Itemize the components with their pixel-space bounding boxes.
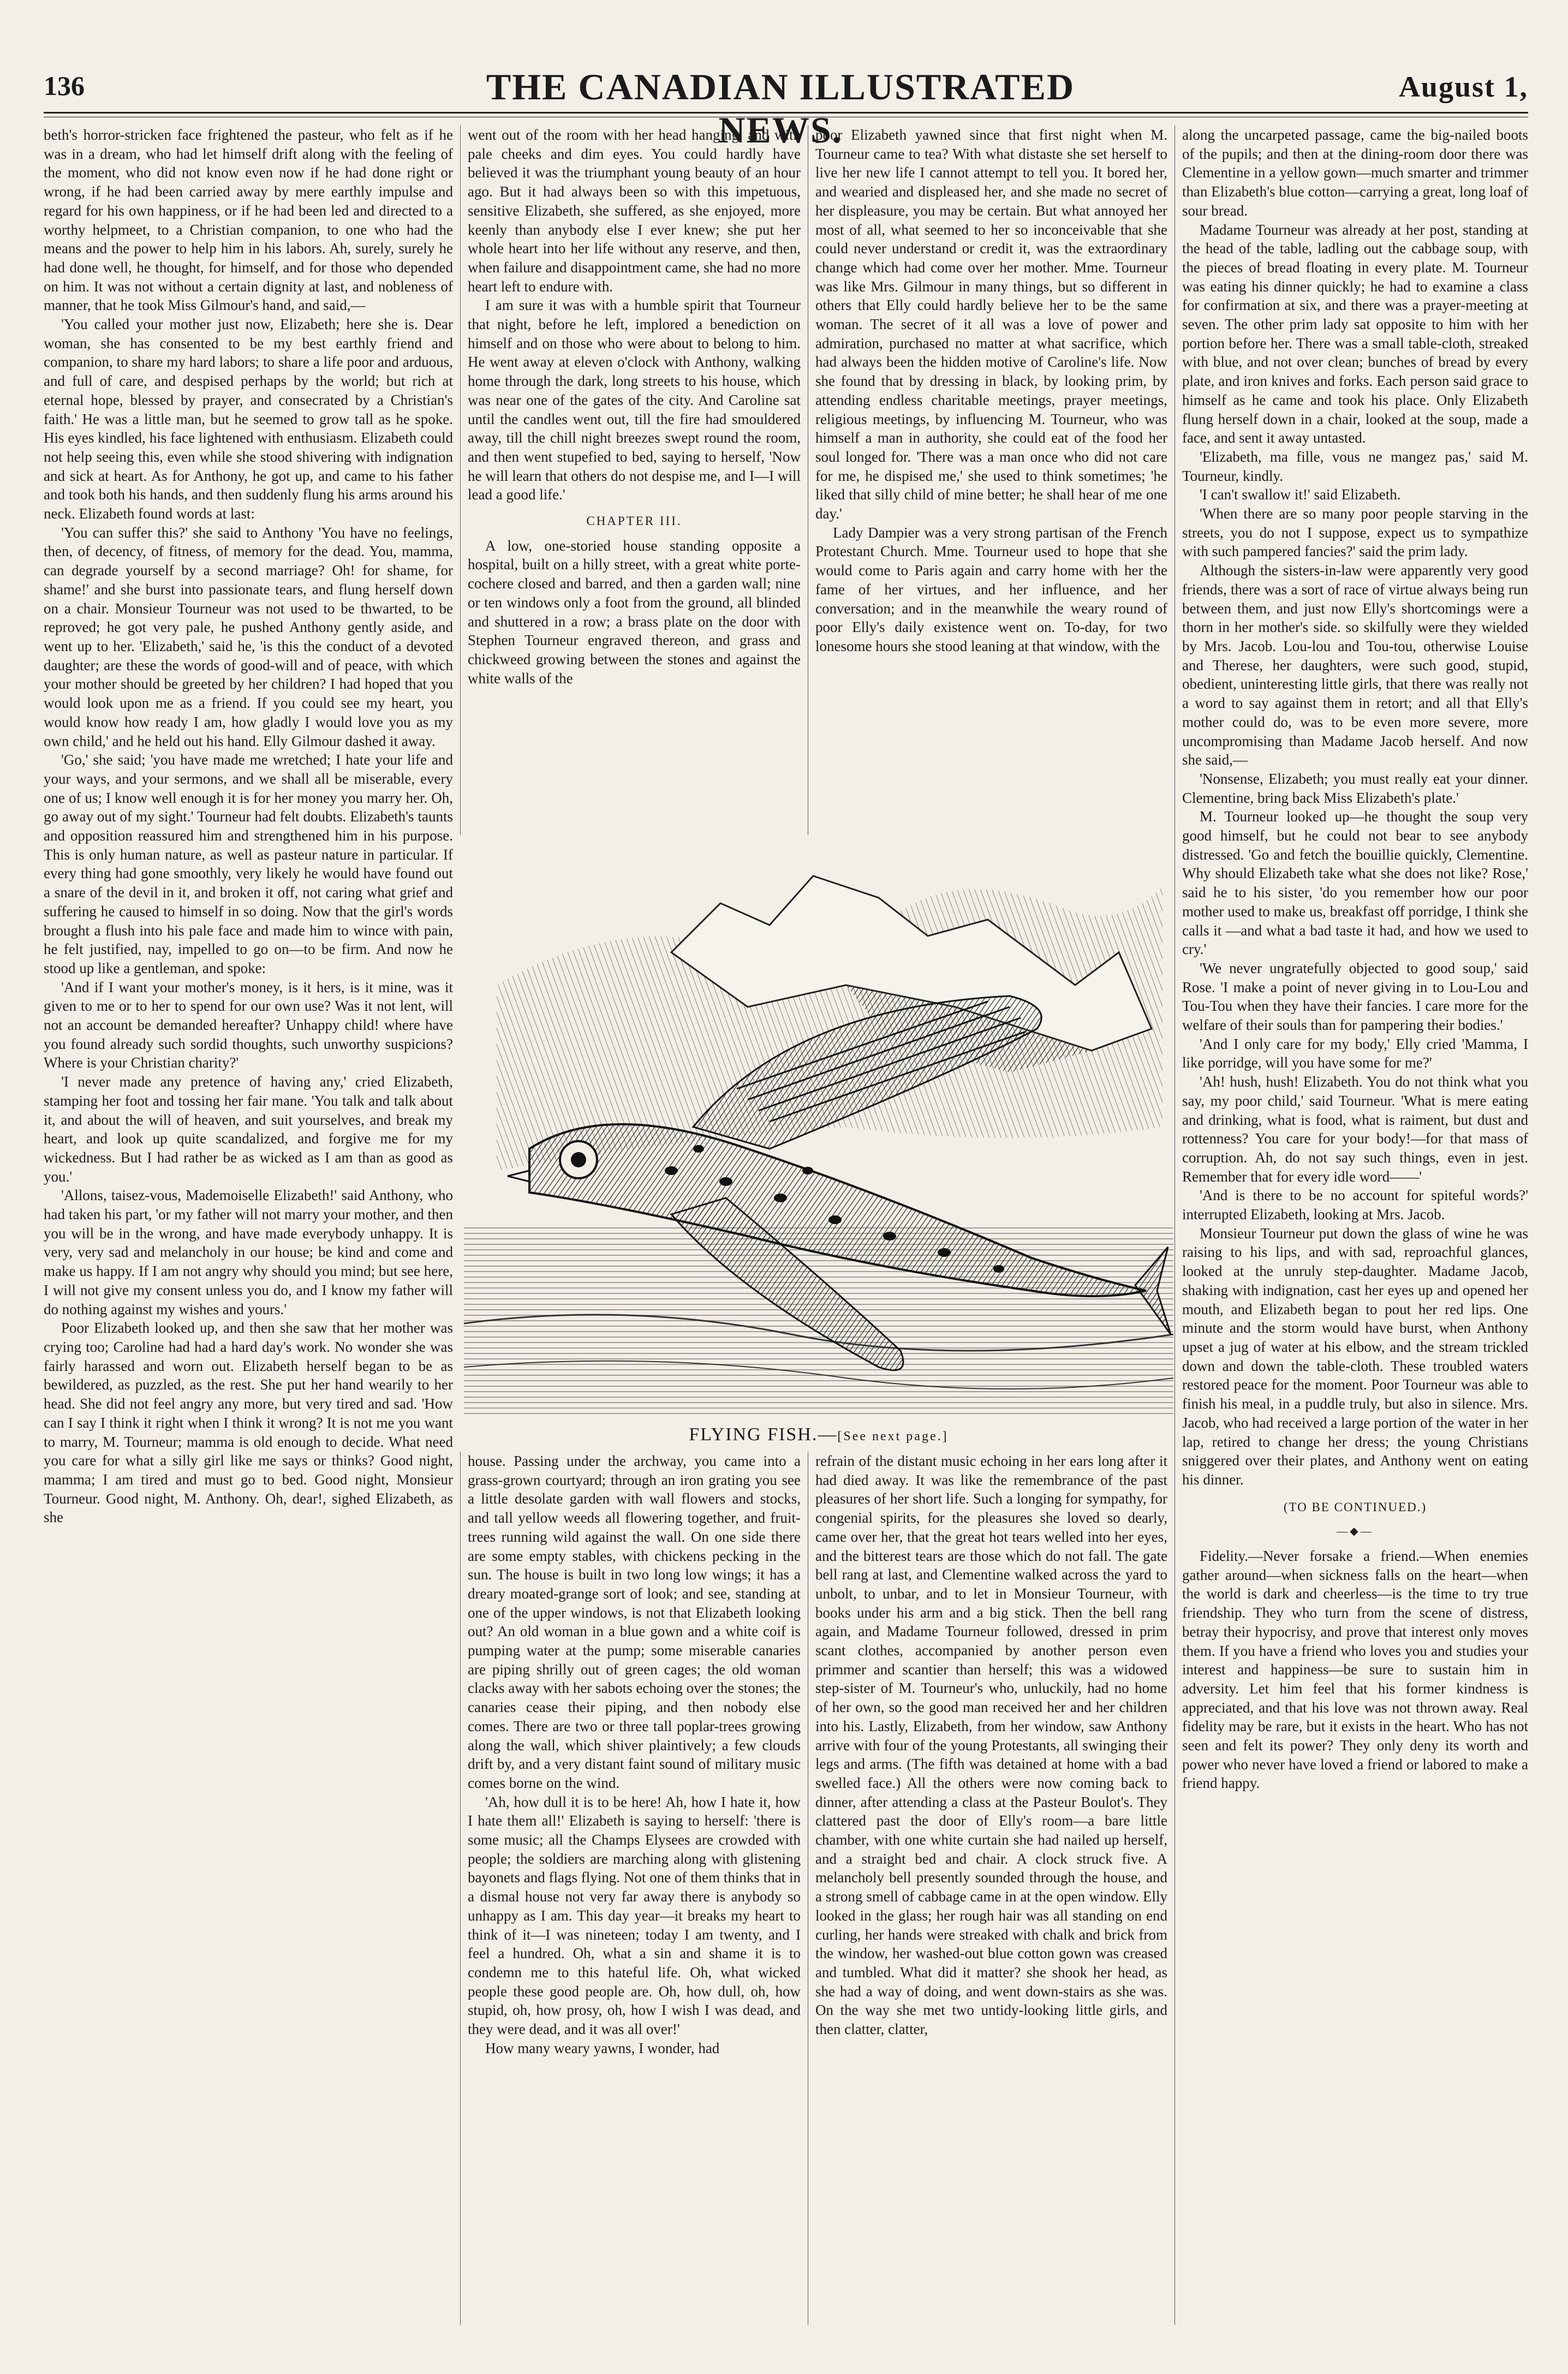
paragraph: 'Ah, how dull it is to be here! Ah, how I hate it, how I hate them all!' Elizabeth is saying to herself: 'there is some music; all the Champs Elysees are crowded with people; the soldiers are marching along with glistening bayonets and flags flying. Not one of them thinks that in a dismal house not very far away there is anybody so unhappy as I am. This day year—it breaks my heart to think of it—I was nineteen; today I am twenty, and I feel a hundred. Oh, what a sin and shame it is to condemn me to this hateful life. Oh, what wicked people these good people are. Oh, how dull, oh, how stupid, oh, how prosy, oh, how I wish I was dead, and they were dead, and it was all over!' [468, 1793, 801, 2038]
paragraph: Lady Dampier was a very strong partisan of the French Protestant Church. Mme. Tourneur used to hope that she would come to Paris again and carry home with her the fame of her virtues, and her influence, and her conversation; and in the meanwhile the weary round of poor Elly's daily existence went on. To-day, for two lonesome hours she stood leaning at that window, with the [815, 524, 1167, 654]
page-header [44, 65, 1528, 151]
paragraph: 'I can't swallow it!' said Elizabeth. [1200, 486, 1401, 503]
illustration-caption [464, 1424, 1173, 1445]
paragraph: Madame Tourneur was already at her post, standing at the head of the table, ladling out the cabbage soup, with the pieces of bread floating in every plate. M. Tourneur was eating his dinner quickly; he had to examine a class for confirmation at six, and there was a prayer-meeting at seven. The other prim lady sat opposite to him with her portion before her. There was a small table-cloth, streaked with blue, and not over clean; bunches of bread by every plate, and iron knives and forks. Each person said grace to himself as he came and took his place. Only Elizabeth flung herself down in a chair, looked at the soup, made a face, and sent it away untasted. [1182, 221, 1528, 446]
paragraph: 'Elizabeth, ma fille, vous ne mangez pas,' said M. Tourneur, kindly. [1182, 448, 1528, 484]
paragraph: 'You can suffer this?' she said to Anthony 'You have no feelings, then, of decency, of fitness, of memory for the dead. You, mamma, can degrade yourself by a second marriage? Oh! for shame, for shame!' and she burst into passionate tears, and flung herself down on a chair. Monsieur Tourneur was not used to be thwarted, to be reproved; he got very pale, he pushed Anthony gently aside, and went up to her. 'Elizabeth,' said he, 'is this the conduct of a devoted daughter; are these the words of good-will and of peace, with which your mother should be greeted by her children? I had hoped that you would look upon me as a friend. If you could see my heart, you would know how ready I am, how gladly I would love you as my own child,' and he held out his hand. Elly Gilmour dashed it away. [44, 524, 453, 749]
paragraph: poor Elizabeth yawned since that first night when M. Tourneur came to tea? With what distaste she set herself to live her new life I cannot attempt to tell you. It bored her, and wearied and displeased her, and she made no secret of her displeasure, you may be certain. But what annoyed her most of all, what seemed to her so inconceivable that she could never understand or credit it, was the extraordinary change which had come over her mother. Mme. Tourneur was like Mrs. Gilmour in many things, but so different in others that Elly could hardly believe her to be the same woman. The secret of it all was a love of power and admiration, purchased no matter at what sacrifice, which had always been the hidden motive of Caroline's life. Now she found that by dressing in black, by looking prim, by attending endless charitable meetings, prayer meetings, religious meetings, by influencing M. Tourneur, who was himself a man in authority, she could eat of the food her soul longed for. 'There was a man once who did not care for me, he dispised me,' she used to think sometimes; 'he liked that silly child of mine better; he shall hear of me one day.' [815, 127, 1167, 522]
masthead-title: THE CANADIAN ILLUSTRATED NEWS. [486, 66, 1075, 151]
page-number: 136 [44, 70, 85, 101]
to-be-continued: (TO BE CONTINUED.) [1283, 1500, 1427, 1514]
paragraph: 'Nonsense, Elizabeth; you must really eat your dinner. Clementine, bring back Miss Elizabeth's plate.' [1182, 770, 1528, 806]
paragraph: M. Tourneur looked up—he thought the soup very good himself, but he could not bear to see anybody distressed. 'Go and fetch the bouillie quickly, Clementine. Why should Elizabeth take what she does not like? Rose,' said he to his sister, 'do you remember how our poor mother used to make us, breakfast off porridge, I think she calls it —and what a bad taste it had, and how we used to cry.' [1182, 808, 1528, 958]
column-rule [460, 1452, 461, 2325]
paragraph: How many weary yawns, I wonder, had [485, 2039, 720, 2056]
paragraph: 'When there are so many poor people starving in the streets, you do not I suppose, expect us to sympathize with such pampered fancies?' said the prim lady. [1182, 505, 1528, 560]
fidelity-paragraph: Fidelity.—Never forsake a friend.—When enemies gather around—when sickness falls on the heart—when the world is dark and cheerless—is the time to try true friendship. They who turn from the scene of distress, betray their hypocrisy, and prove that interest only moves them. If you have a friend who loves you and studies your interest and happiness—be sure to sustain him in adversity. Let him feel that his former kindness is appreciated, and that his love was not thrown away. Real fidelity may be rare, but it exists in the heart. Who has not seen and felt its power? They only deny its worth and power who never have loved a friend or labored to make a friend happy. [1182, 1548, 1528, 1792]
article-column-2-bottom [468, 1452, 801, 2325]
paragraph: beth's horror-stricken face frightened the pasteur, who felt as if he was in a dream, who had let himself drift along with the feeling of the moment, who did not know even now if he had done right or wrong, if he had been carried away by mere earthly impulse and regard for his own happiness, or if he had been led and directed to a worthy helpmeet, to a Christian companion, to one who had the means and the power to help him in his labors. Ah, surely, surely he had done well, he thought, for himself, and for those who depended on him. It was not without a certain dignity at last, and nobleness of manner, that he took Miss Gilmour's hand, and said,— [44, 127, 453, 314]
article-column-3-bottom [815, 1452, 1167, 2325]
paragraph: refrain of the distant music echoing in her ears long after it had died away. It was like the remembrance of the past pleasures of her short life. Such a longing for sympathy, for congenial spirits, for the pleasures she loved so dearly, came over her, that the great hot tears welled into her eyes, and the bitterest tears are those which do not fall. The gate bell rang at last, and Clementine walked across the yard to unbolt, to unbar, and to let in Monsieur Tourneur, with books under his arm and a big stick. Then the bell rang again, and Madame Tourneur followed, dressed in prim scant clothes, accompanied by another person even primmer and scantier than herself; this was a widowed step-sister of M. Tourneur's who, unluckily, had no home of her own, so the good man received her and her children into his. Lastly, Elizabeth, from her window, saw Anthony arrive with four of the young Protestants, all swinging their legs and arms. (The fifth was detained at home with a bad swelled face.) All the others were now coming back to dinner, after attending a class at the Pasteur Boulot's. They clattered past the door of Elly's room—a bare little chamber, with one white curtain she had nailed up herself, and a straight bed and chair. A clock struck five. A melancholy bell presently sounded through the house, and a strong smell of cabbage came in at the open window. Elly looked in the glass; her rough hair was all standing on end curling, her hands were streaked with chalk and brick from the window, her washed-out blue cotton gown was creased and tumbled. What did it matter? she shook her head, as she had a way of doing, and went down-stairs as she was. On the way she met two untidy-looking little girls, and then clatter, clatter, [815, 1453, 1167, 2038]
paragraph: 'You called your mother just now, Elizabeth; here she is. Dear woman, she has consented to be my best earthly friend and companion, to share my hard labors; to share a life poor and arduous, and full of care, and despised perhaps by the world; but rich at eternal hope, blessed by prayer, and consecrated by a Christian's faith.' He was a little man, but he seemed to grow tall as he spoke. His eyes kindled, his face lightened with enthusiasm. Elizabeth could not help seeing this, even while she stood shivering with indignation and sick at heart. As for Anthony, he got up, and came to his father and took both his hands, and then suddenly flung his arms around his neck. Elizabeth found words at last: [44, 316, 453, 522]
section-ornament: —◆— [1337, 1525, 1374, 1538]
flying-fish-engraving [464, 843, 1173, 1416]
paragraph: 'Ah! hush, hush! Elizabeth. You do not think what you say, my poor child,' said Tourneur. 'What is mere eating and drinking, what is food, what is raiment, but dust and rottenness? You care for your body!—for that mass of corruption. Ah, do not say such things, even in jest. Remember that for every idle word——' [1182, 1073, 1528, 1185]
column-rule [460, 126, 461, 835]
article-column-3-top [815, 126, 1167, 835]
paragraph: I am sure it was with a humble spirit that Tourneur that night, before he left, implored a benediction on himself and on those who were about to belong to him. He went away at eleven o'clock with Anthony, walking home through the dark, long streets to his house, which was near one of the gates of the city. And Caroline sat until the candles went out, till the fire had smouldered away, till the chill night breezes swept round the room, and then went stupefied to bed, saying to herself, 'Now he will learn that others do not despise me, and I—I will lead a good life.' [468, 297, 801, 503]
paragraph: 'We never ungratefully objected to good soup,' said Rose. 'I make a point of never giving in to Lou-Lou and Tou-Tou when they have their fancies. I care more for the welfare of their souls than for pampering their bodies.' [1182, 959, 1528, 1034]
paragraph: 'Go,' she said; 'you have made me wretched; I hate your life and your ways, and your sermons, and we shall all be miserable, every one of us; I know well enough it is for her money you marry her. Oh, go away out of my sight.' Tourneur had felt doubts. Elizabeth's taunts and opposition reassured him and strengthened him in his purpose. This is only human nature, as well as pasteur nature in particular. If every thing had gone smoothly, very likely he would have found out a snare of the devil in it, and broken it off, not caring what grief and suffering he caused to himself in so doing. Now that the girl's words brought a flush into his pale face and made him to wince with pain, he felt justified, nay, impelled to go on—to be firm. And now he stood up like a gentleman, and spoke: [44, 751, 453, 976]
paragraph: 'Allons, taisez-vous, Mademoiselle Elizabeth!' said Anthony, who had taken his part, 'or my father will not marry your mother, and then you will be in the wrong, and have made everybody unhappy. It is very, very sad and melancholy in our house; be kind and come and make us happy. If I am not angry why should you mind; but see here, I will not give my consent unless you do, and I know my father will do nothing against my wishes and yours.' [44, 1187, 453, 1317]
caption-title: FLYING FISH.— [689, 1424, 838, 1445]
paragraph: 'And is there to be no account for spiteful words?' interrupted Elizabeth, looking at Mrs. Jacob. [1182, 1187, 1528, 1223]
caption-reference: [See next page.] [837, 1429, 949, 1444]
column-rule [1174, 126, 1175, 2325]
paragraph: 'And if I want your mother's money, is it hers, is it mine, was it given to me or to her to spend for our own use? Was it not lent, will not an account be demanded hereafter? Unhappy child! where have you found already such sordid thoughts, such unworthy suspicions? Where is your Christian charity?' [44, 979, 453, 1071]
paragraph: Monsieur Tourneur put down the glass of wine he was raising to his lips, and with sad, reproachful glances, looked at the unruly step-daughter. Madame Jacob, shaking with indignation, cast her eyes up and opened her mouth, and Elizabeth began to pout her red lips. One minute and the storm would have burst, when Anthony upset a jug of water at his elbow, and the stream trickled down and down the table-cloth. These troubled waters restored peace for the moment. Poor Tourneur was able to finish his meal, in a puddle truly, but also in silence. Mrs. Jacob, who had received a large portion of the water in her lap, retired to change her dress; the young Christians sniggered over their plates, and Anthony went on eating his dinner. [1182, 1225, 1528, 1488]
flying-fish-illustration [464, 843, 1173, 1416]
paragraph: Although the sisters-in-law were apparently very good friends, there was a sort of race of virtue always being run between them, and just now Elly's shortcomings were a thorn in her mother's side. so skilfully were they wielded by Mrs. Jacob. Lou-lou and Tou-tou, otherwise Louise and Therese, her daughters, were such good, stupid, obedient, uninteresting little girls, that there was really not a word to say against them in retort; and all that Elly's mother could do, was to be even more severe, more uncompromising than Madame Jacob herself. And now she said,— [1182, 562, 1528, 768]
article-column-4 [1182, 126, 1528, 2325]
article-column-2-top [468, 126, 801, 835]
paragraph: A low, one-storied house standing opposite a hospital, built on a hilly street, with a great white porte-cochere closed and barred, and then a garden wall; nine or ten windows only a foot from the ground, all blinded and shuttered in a row; a brass plate on the door with Stephen Tourneur engraved thereon, and grass and chickweed growing between the stones and against the white walls of the [468, 537, 801, 687]
paragraph: 'I never made any pretence of having any,' cried Elizabeth, stamping her foot and tossing her fair mane. 'You talk and talk about it, and about the will of heaven, and suit yourselves, and break my heart, and look up quite scandalized, and forgive me for my wickedness. But I had rather be as wicked as I am than as good as you.' [44, 1073, 453, 1185]
paragraph: along the uncarpeted passage, came the big-nailed boots of the pupils; and then at the dining-room door there was Clementine in a yellow gown—much smarter and trimmer than Elizabeth's blue cotton—carrying a great, long loaf of sour bread. [1182, 127, 1528, 219]
paragraph: Poor Elizabeth looked up, and then she saw that her mother was crying too; Caroline had had a hard day's work. No wonder she was fairly harassed and worn out. Elizabeth herself began to be as bewildered, as puzzled, as the rest. She put her hand wearily to her head. She did not feel angry any more, but very tired and sad. 'How can I say I think it right when I think it wrong? It is not me you want to marry, M. Tourneur; mamma is old enough to decide. What need you care for what a silly girl like me says or thinks? Good night, mamma; I am tired and must go to bed. Good night, Monsieur Tourneur. Good night, M. Anthony. Oh, dear!, sighed Elizabeth, as she [44, 1320, 453, 1526]
issue-date: August 1, [1398, 70, 1528, 103]
header-rule [44, 112, 1528, 117]
article-column-1 [44, 126, 453, 2325]
paragraph: 'And I only care for my body,' Elly cried 'Mamma, I like porridge, will you have some for me?' [1182, 1035, 1528, 1071]
chapter-heading: CHAPTER III. [586, 514, 682, 528]
paragraph: house. Passing under the archway, you came into a grass-grown courtyard; through an iron grating you see a little desolate garden with wall flowers and stocks, and tall yellow weeds all flowering together, and fruit-trees running wild against the wall. On one side there are some empty stables, with chickens pecking in the sun. The house is built in two long low wings; it has a dreary moated-grange sort of look; and see, standing at one of the upper windows, is not that Elizabeth looking out? An old woman in a blue gown and a white coif is pumping water at the pump; some miserable canaries are piping shrilly out of green cages; the old woman clacks away with her sabots echoing over the stones; the canaries cease their piping, and then nobody else comes. There are two or three tall poplar-trees growing along the wall, which shiver plaintively; a few clouds drift by, and a very distant faint sound of military music comes borne on the wind. [468, 1453, 801, 1791]
paragraph: went out of the room with her head hanging, and with pale cheeks and dim eyes. You could hardly have believed it was the triumphant young beauty of an hour ago. But it had always been so with this impetuous, sensitive Elizabeth, she suffered, as she enjoyed, more keenly than anybody else I ever knew; she put her whole heart into her life without any reserve, and then, when failure and disappointment came, she had no more heart left to endure with. [468, 127, 801, 295]
